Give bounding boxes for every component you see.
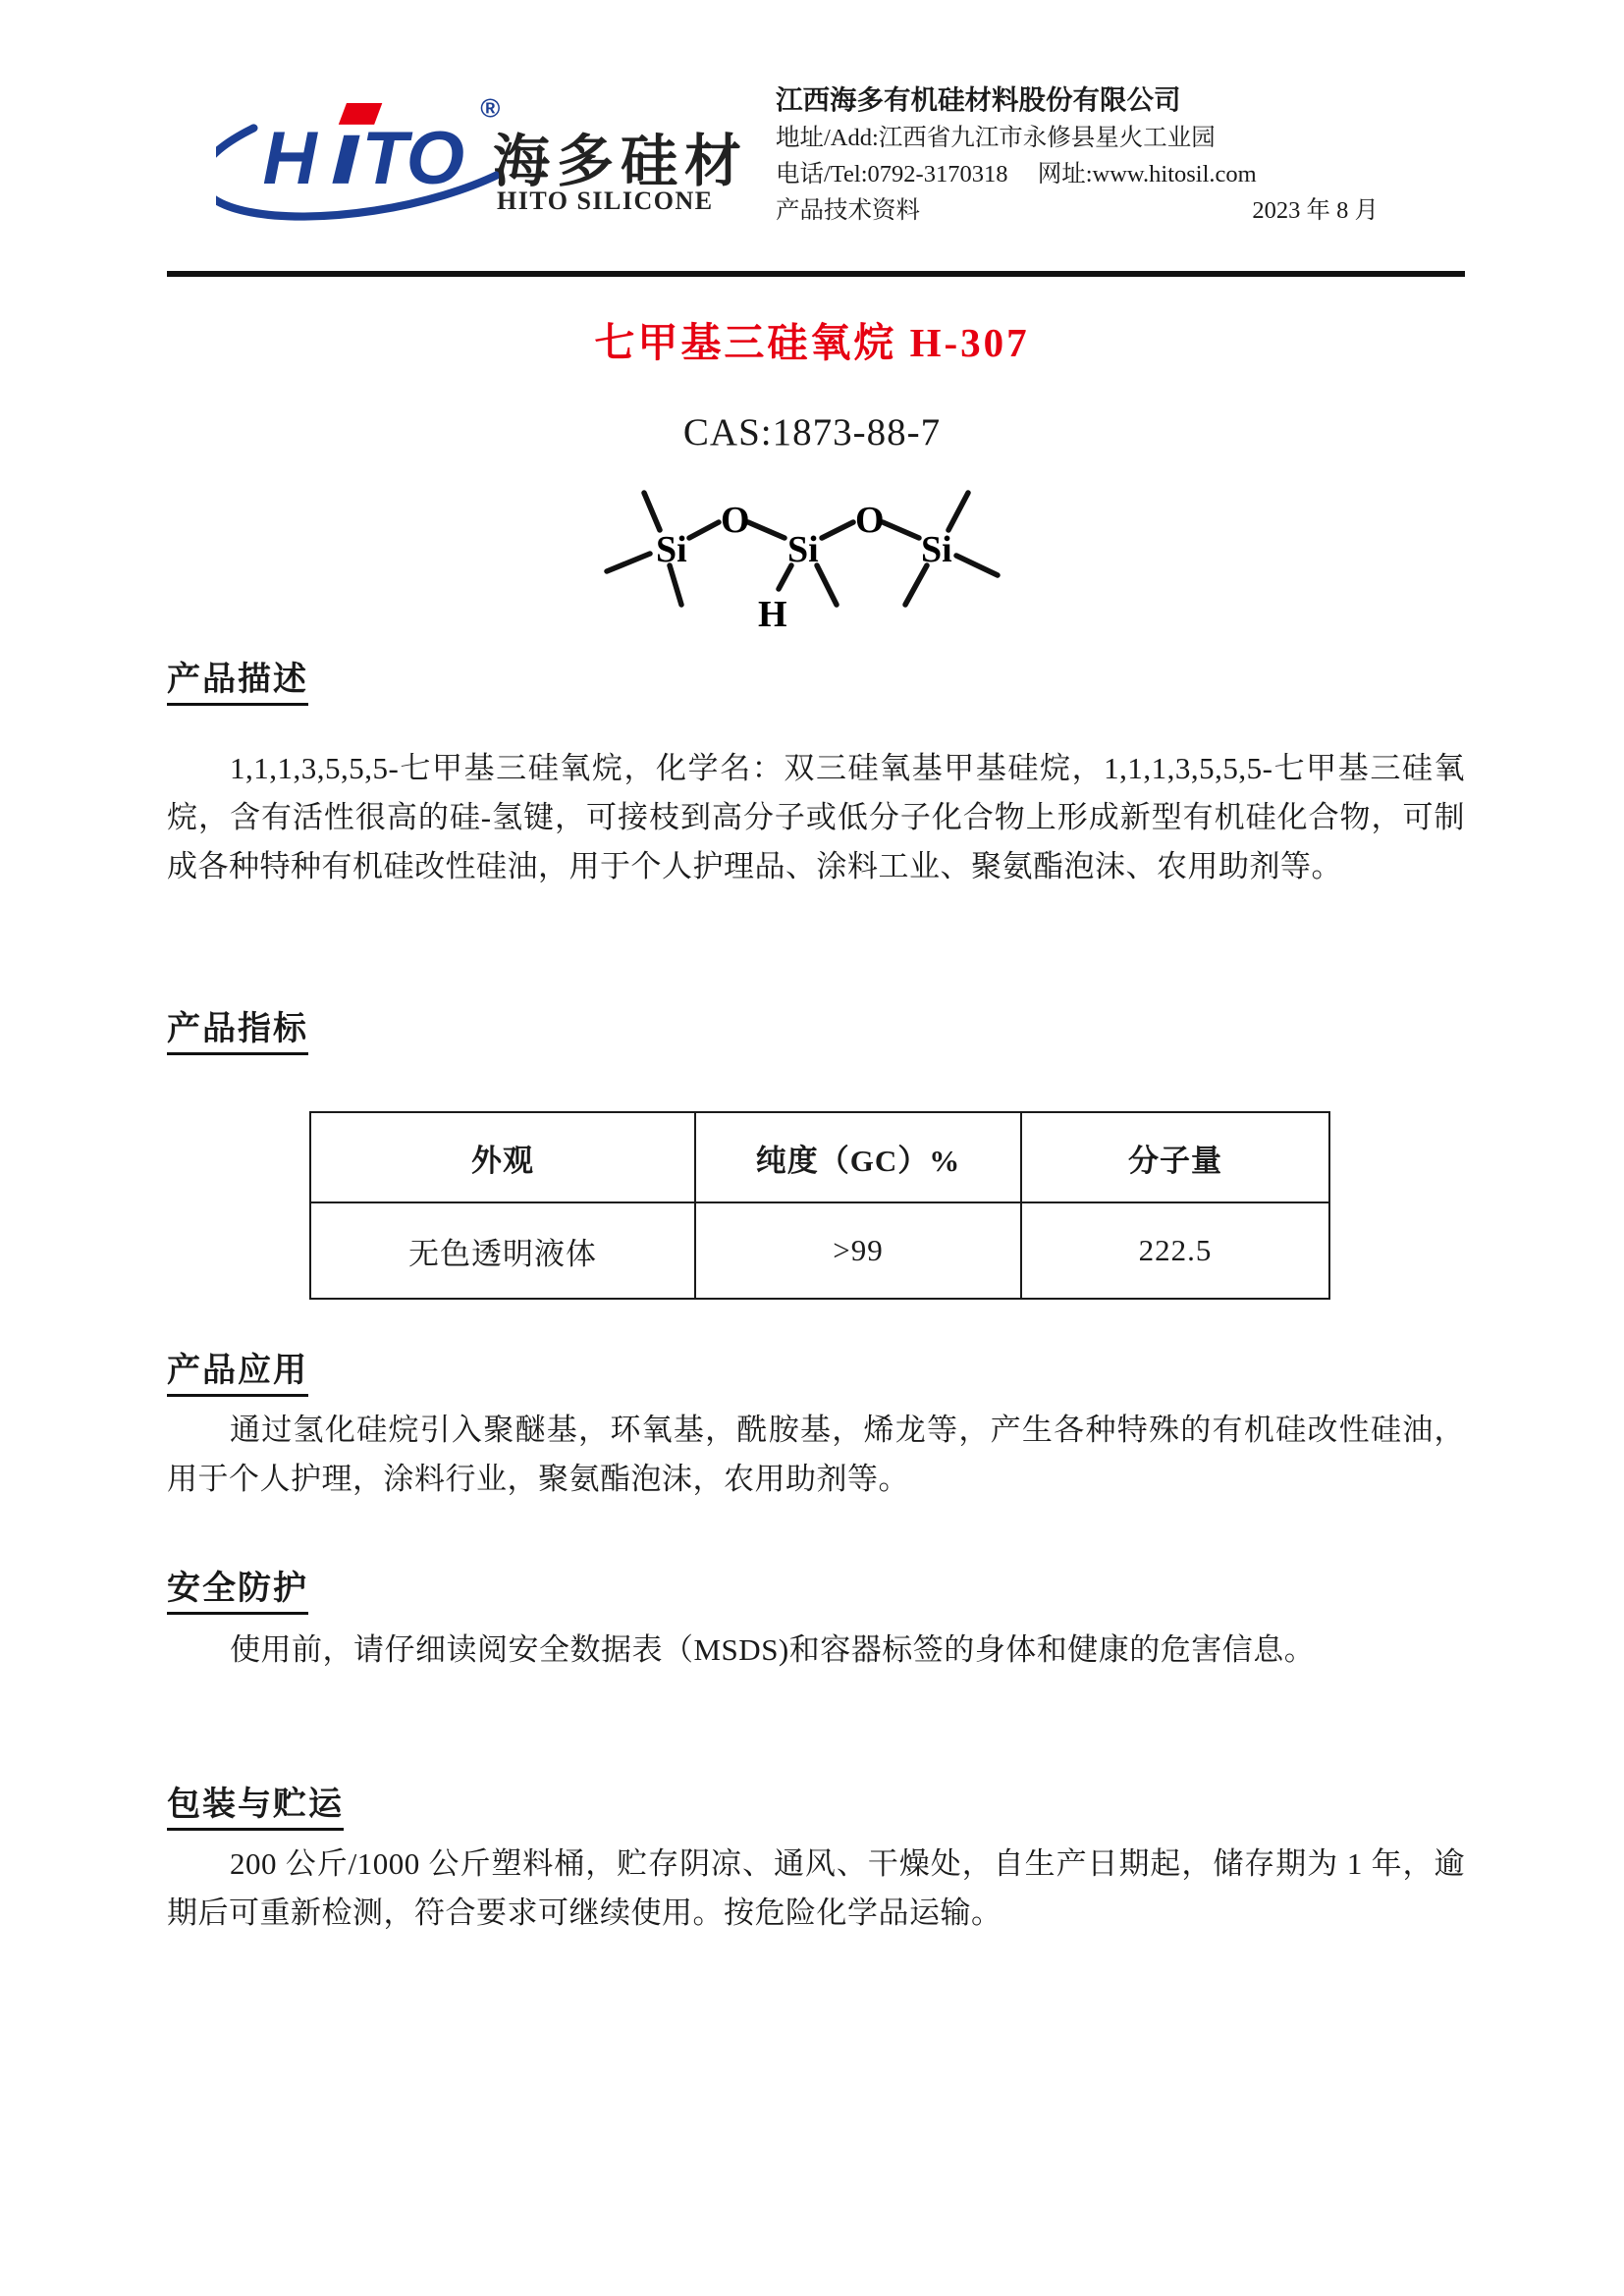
company-contact xyxy=(776,156,1379,192)
section-heading-description: 产品描述 xyxy=(167,652,308,700)
atom-h: H xyxy=(758,594,787,635)
spec-header-molweight: 分子量 xyxy=(1021,1112,1329,1202)
cas-number: CAS:1873-88-7 xyxy=(682,411,942,454)
description-text: 1,1,1,3,5,5,5-七甲基三硅氧烷，化学名：双三硅氧基甲基硅烷，1,1,1,3,5,5,5-七甲基三硅氧烷，含有活性很高的硅-氢键，可接枝到高分子或低分子化合物上形成新型有机硅化合物，可制成各种特种有机硅改性硅油，用于个人护理品、涂料工业、聚氨酯泡沫、农用助剂等。 xyxy=(167,751,1465,883)
spec-table xyxy=(309,1111,1330,1300)
company-name: 江西海多有机硅材料股份有限公司 xyxy=(776,84,1181,115)
company-tel: 电话/Tel:0792-3170318 xyxy=(776,161,1008,187)
header-divider xyxy=(167,271,1465,277)
section-heading-application: 产品应用 xyxy=(167,1343,308,1391)
hito-logo-icon xyxy=(216,83,515,240)
doc-type-label: 产品技术资料 xyxy=(776,197,920,224)
atom-si1: Si xyxy=(656,529,687,570)
safety-text: 使用前，请仔细读阅安全数据表（MSDS)和容器标签的身体和健康的危害信息。 xyxy=(230,1632,1316,1667)
atom-si3: Si xyxy=(921,529,952,570)
atom-si2: Si xyxy=(787,529,819,570)
company-website: 网址:www.hitosil.com xyxy=(1037,161,1257,187)
company-logo xyxy=(177,83,785,250)
logo-letters-to: TO xyxy=(361,116,465,200)
doc-date: 2023 年 8 月 xyxy=(1252,197,1379,224)
atom-o1: O xyxy=(721,500,750,541)
section-heading-packaging: 包装与贮运 xyxy=(167,1777,344,1825)
spec-table-data-row xyxy=(310,1202,1329,1299)
spec-header-purity: 纯度（GC）% xyxy=(695,1112,1021,1202)
atom-o2: O xyxy=(855,500,885,541)
section-heading-specs: 产品指标 xyxy=(167,1001,308,1049)
company-info-block xyxy=(776,80,1379,229)
spec-header-appearance: 外观 xyxy=(310,1112,695,1202)
logo-chinese-name: 海多硅材 xyxy=(493,130,749,193)
application-text: 通过氢化硅烷引入聚醚基，环氧基，酰胺基，烯龙等，产生各种特殊的有机硅改性硅油，用于个人护理，涂料行业，聚氨酯泡沫，农用助剂等。 xyxy=(167,1413,1465,1496)
section-heading-safety: 安全防护 xyxy=(167,1561,308,1609)
packaging-text: 200 公斤/1000 公斤塑料桶，贮存阴凉、通风、干燥处，自生产日期起，储存期为 1 年，逾期后可重新检测，符合要求可继续使用。按危险化学品运输。 xyxy=(167,1846,1465,1930)
spec-table-header-row xyxy=(310,1112,1329,1202)
product-title: 七甲基三硅氧烷 H-307 xyxy=(594,320,1030,365)
logo-english-name: HITO SILICONE xyxy=(497,187,714,215)
chemical-structure-diagram xyxy=(581,479,1043,641)
spec-value-purity: >99 xyxy=(695,1202,1021,1299)
spec-value-molweight: 222.5 xyxy=(1021,1202,1329,1299)
doc-meta-row xyxy=(776,192,1379,229)
spec-value-appearance: 无色透明液体 xyxy=(310,1202,695,1299)
logo-letter-h: H xyxy=(262,116,317,200)
registered-mark-icon: ® xyxy=(480,92,501,124)
company-address: 地址/Add:江西省九江市永修县星火工业园 xyxy=(776,125,1216,151)
